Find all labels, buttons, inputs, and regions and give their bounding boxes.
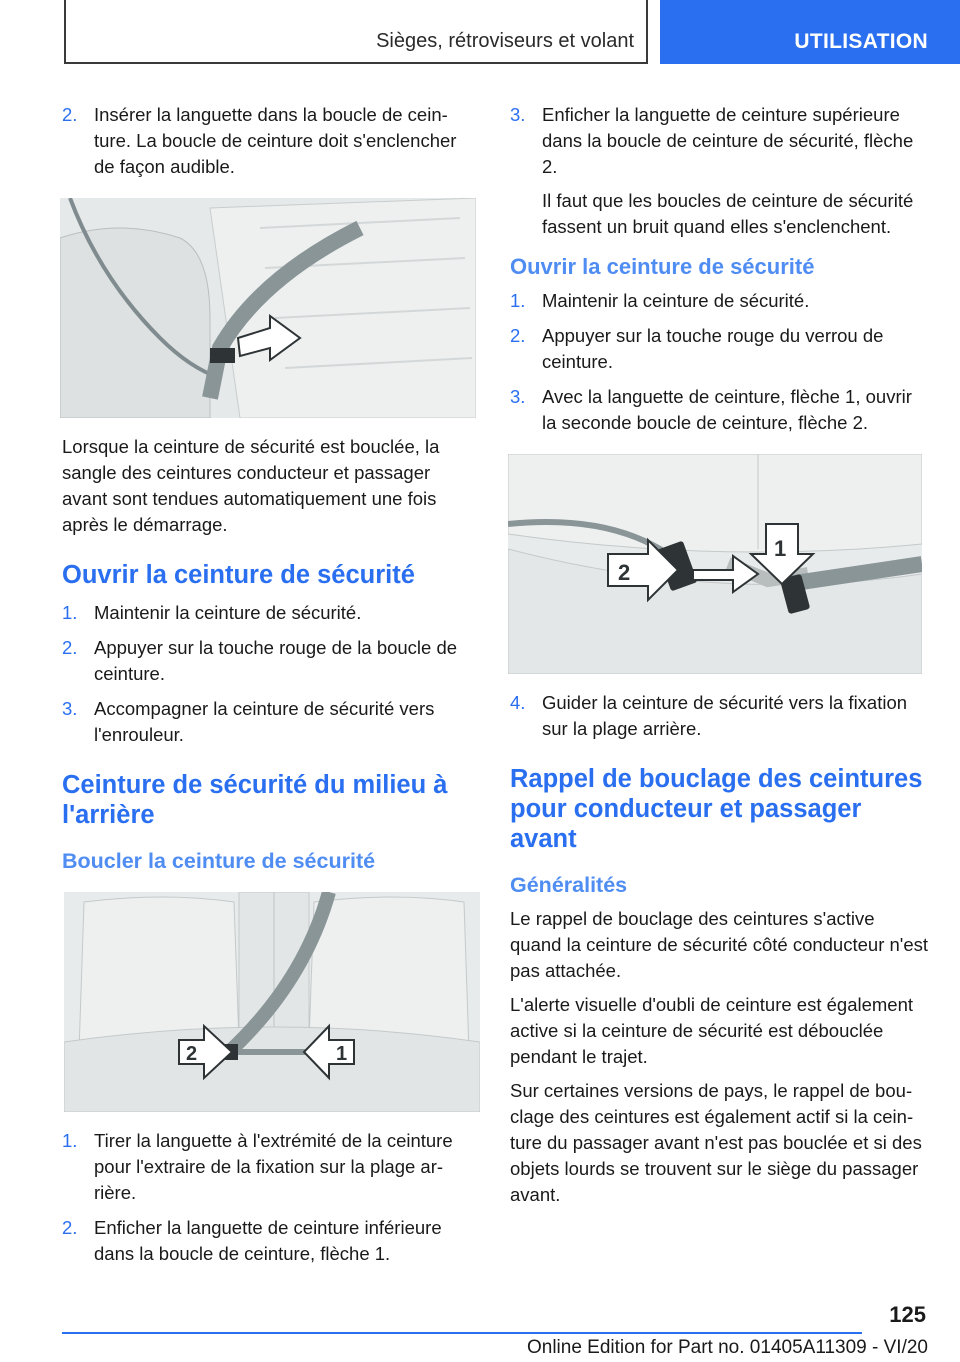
heading-open-belt-rear: Ouvrir la ceinture de sécurité — [510, 254, 815, 279]
rear-buckle-release-illustration — [508, 454, 922, 674]
open-step-list — [62, 600, 478, 748]
list-item — [510, 288, 930, 314]
open-rear-step-list — [510, 288, 930, 436]
step-text: Accompagner la ceinture de sécurité vers l'enrouleur. — [94, 698, 435, 745]
list-item — [510, 323, 930, 375]
insert-step-list — [62, 102, 478, 180]
list-item — [62, 696, 478, 748]
step-text: Appuyer sur la touche rouge de la boucle de ceinture. — [94, 637, 458, 684]
step-number: 3. — [510, 104, 526, 125]
step-text: Avec la languette de ceinture, flèche 1, ouvrir la seconde boucle de ceinture, flèche 2. — [542, 386, 912, 433]
list-item — [510, 690, 930, 742]
footer-divider — [62, 1332, 862, 1334]
left-column — [62, 102, 478, 1276]
heading-belt-reminder: Rappel de bouclage des ceintures pour conducteur et passager avant — [510, 765, 923, 853]
step-number: 2. — [62, 1217, 78, 1238]
step-number: 1. — [62, 602, 78, 623]
reminder-paragraph-1: Le rappel de bouclage des ceintures s'active quand la ceinture de sécurité côté conducteur n'est pas attachée. — [510, 908, 928, 981]
reminder-paragraph-3: Sur certaines versions de pays, le rappel de bouclage des ceintures est également actif si la ceinture du passager avant n'est pas bouclée et si des objets lourds se trouvent sur le siège du passager avant. — [510, 1080, 922, 1205]
step-text: Maintenir la ceinture de sécurité. — [542, 290, 810, 311]
figure-arrow-2-label: 2 — [186, 1043, 198, 1065]
header-section-box — [64, 0, 648, 64]
header-chapter-label: UTILISATION — [794, 30, 928, 53]
list-item — [62, 600, 478, 626]
reminder-paragraph-2: L'alerte visuelle d'oubli de ceinture est également active si la ceinture de sécurité est débouclée pendant le trajet. — [510, 994, 914, 1067]
list-item — [62, 102, 478, 180]
step-number: 2. — [510, 325, 526, 346]
list-item — [62, 635, 478, 687]
step-number: 1. — [510, 290, 526, 311]
heading-general: Généralités — [510, 873, 628, 897]
step-text: Maintenir la ceinture de sécurité. — [94, 602, 362, 623]
tension-paragraph: Lorsque la ceinture de sécurité est bouclée, la sangle des ceintures conducteur et passager avant sont tendues automatiquement une fois après le démarrage. — [62, 436, 440, 535]
step-note: Il faut que les boucles de ceinture de sécurité fassent un bruit quand elles s'enclenchent. — [542, 190, 914, 237]
right-column — [510, 102, 930, 1216]
footer-edition[interactable]: Online Edition for Part no. 01405A11309 - VI/20 — [526, 1337, 928, 1358]
list-item — [62, 1128, 478, 1206]
heading-buckle-belt: Boucler la ceinture de sécurité — [62, 849, 376, 873]
figure-arrow-1-label: 1 — [774, 536, 787, 561]
step-number: 3. — [510, 386, 526, 407]
list-item — [510, 384, 930, 436]
step-number: 3. — [62, 698, 78, 719]
step-text: Insérer la languette dans la boucle de ceinture. La boucle de ceinture doit s'enclencher de façon audible. — [94, 104, 457, 177]
rear-middle-belt-illustration — [64, 892, 480, 1112]
list-item — [62, 1215, 478, 1267]
list-item — [510, 102, 930, 240]
heading-middle-rear-belt: Ceinture de sécurité du milieu à l'arrière — [62, 771, 448, 829]
page-number: 125 — [889, 1302, 926, 1327]
enfold-step-list — [510, 102, 930, 240]
step-text: Enficher la languette de ceinture inférieure dans la boucle de ceinture, flèche 1. — [94, 1217, 442, 1264]
step-text: Enficher la languette de ceinture supérieure dans la boucle de ceinture de sécurité, flèche 2. — [542, 104, 914, 177]
figure-arrow-1-label: 1 — [336, 1043, 348, 1065]
header-chapter-tab[interactable] — [660, 0, 960, 64]
step-text: Tirer la languette à l'extrémité de la ceinture pour l'extraire de la fixation sur la plage arrière. — [94, 1130, 453, 1203]
step-number: 2. — [62, 104, 78, 125]
step-number: 4. — [510, 692, 526, 713]
guide-step-list — [510, 690, 930, 742]
step-number: 2. — [62, 637, 78, 658]
step-text: Appuyer sur la touche rouge du verrou de ceinture. — [542, 325, 884, 372]
step-number: 1. — [62, 1130, 78, 1151]
heading-open-belt: Ouvrir la ceinture de sécurité — [62, 561, 415, 589]
step-text: Guider la ceinture de sécurité vers la fixation sur la plage arrière. — [542, 692, 908, 739]
front-seat-belt-illustration — [60, 198, 476, 418]
buckle-step-list — [62, 1128, 478, 1267]
figure-arrow-2-label: 2 — [618, 560, 631, 585]
header-section-title: Sièges, rétroviseurs et volant — [376, 30, 634, 52]
